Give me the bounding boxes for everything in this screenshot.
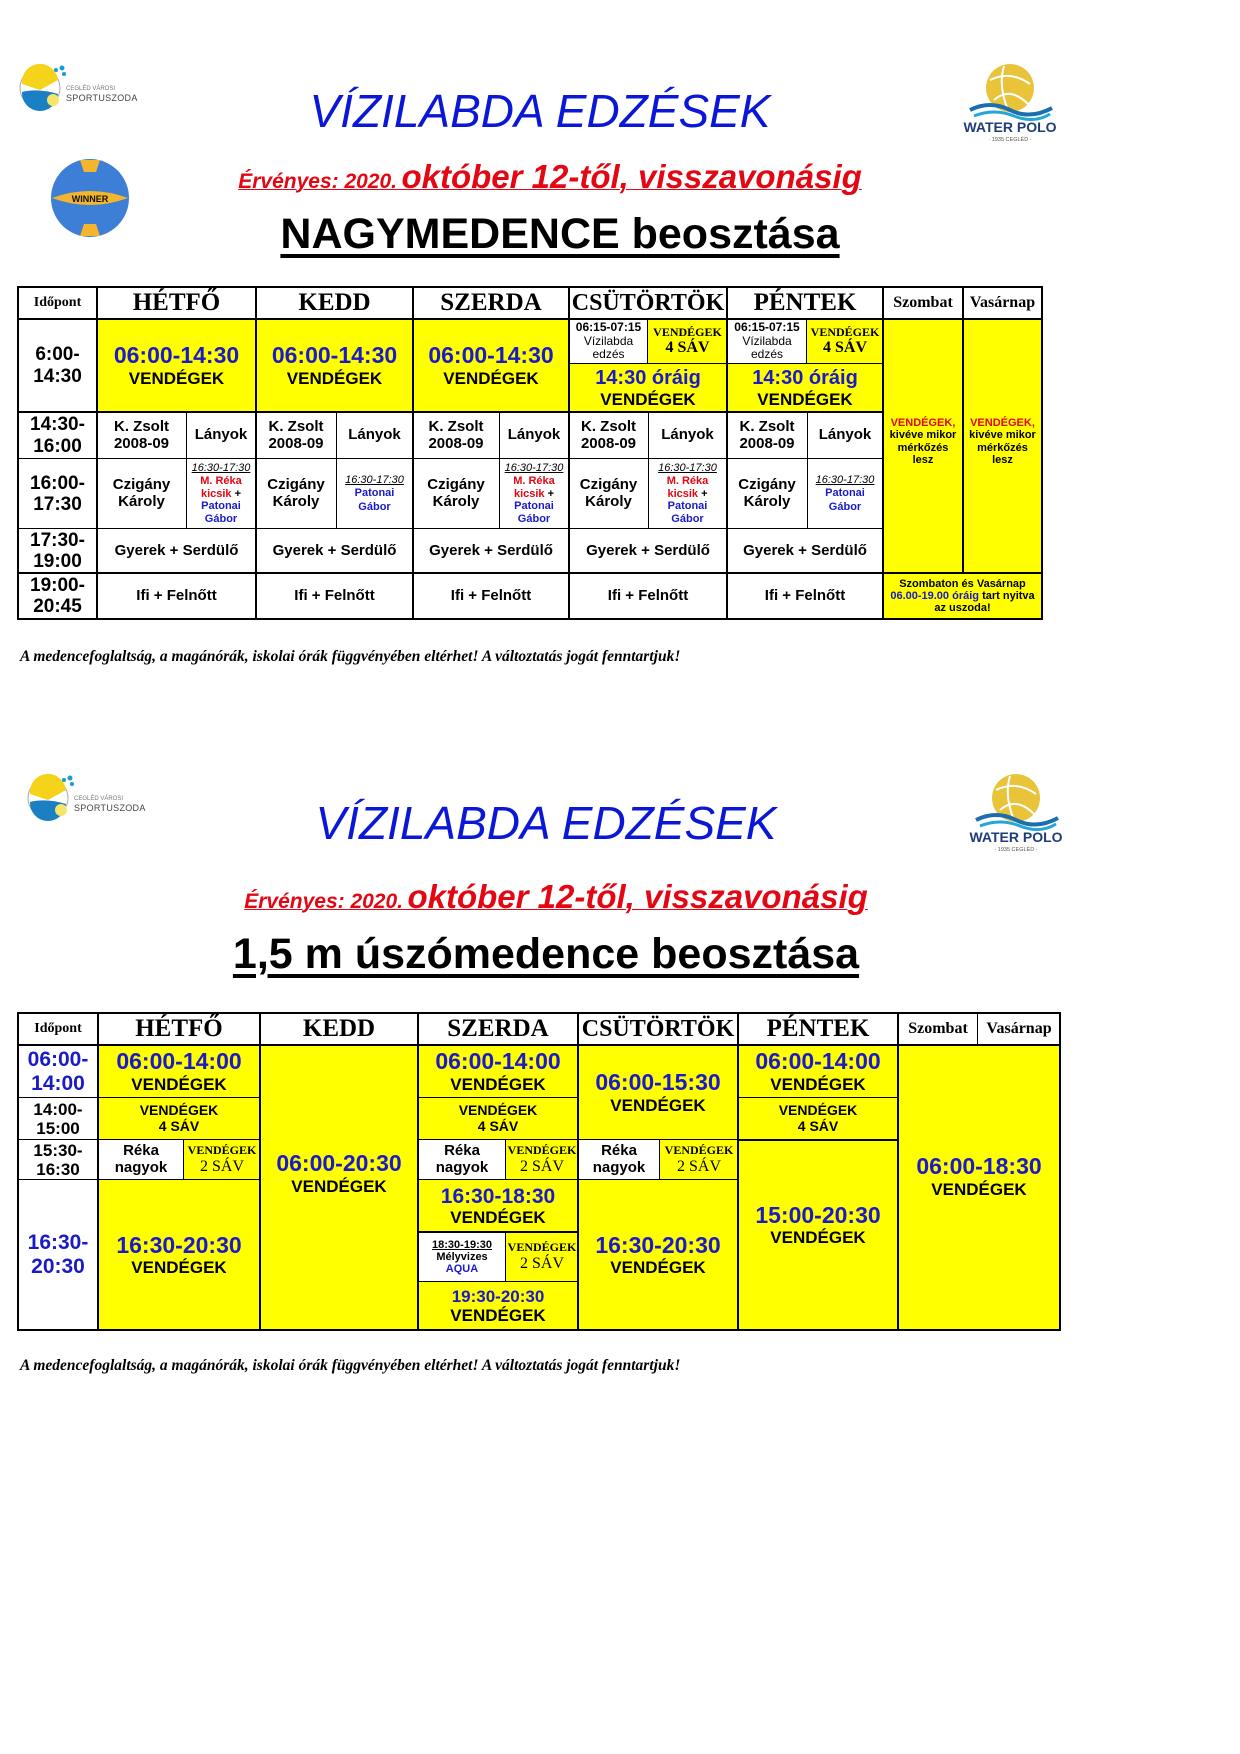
wednesday-k-zsolt: K. Zsolt 2008-09 [413, 412, 499, 459]
section2-title: VÍZILABDA EDZÉSEK [315, 797, 777, 849]
time-slot-3: 15:30- 16:30 [18, 1140, 98, 1180]
time-slot-1: 6:00- 14:30 [18, 319, 97, 412]
grid-line [648, 412, 649, 529]
friday-evening-block: 15:00-20:30 VENDÉGEK [738, 1140, 898, 1330]
grid-line [1059, 1012, 1061, 1331]
monday-4-lanes: VENDÉGEK 4 SÁV [98, 1098, 260, 1140]
friday-k-zsolt: K. Zsolt 2008-09 [727, 412, 807, 459]
header-wednesday: SZERDA [413, 287, 569, 319]
svg-text:· 1935 CEGLÉD ·: · 1935 CEGLÉD · [994, 847, 1038, 853]
header-sunday: Vasárnap [978, 1013, 1060, 1045]
grid-line [499, 412, 500, 529]
friday-czigany-karoly: Czigány Károly [727, 459, 807, 529]
grid-line [17, 1329, 1061, 1331]
time-slot-2: 14:00- 15:00 [18, 1098, 98, 1140]
grid-line [186, 412, 187, 529]
grid-line [17, 286, 19, 620]
monday-evening-block: 16:30-20:30 VENDÉGEK [98, 1180, 260, 1330]
time-slot-5: 19:00- 20:45 [18, 573, 97, 619]
wednesday-late-block: 19:30-20:30 VENDÉGEK [418, 1282, 578, 1330]
section2-footnote: A medencefoglaltság, a magánórák, iskolai órák függvényében eltérhet! A változtatás jogát fenntartjuk! [20, 1357, 681, 1374]
header-idopont: Időpont [18, 287, 97, 319]
thursday-2-lanes: VENDÉGEK 2 SÁV [660, 1140, 738, 1180]
header-wednesday: SZERDA [418, 1013, 578, 1045]
monday-lanyok: Lányok [186, 412, 256, 459]
header-saturday: Szombat [883, 287, 963, 319]
sunday-block: VENDÉGEK, kivéve mikor mérkőzés lesz [963, 319, 1042, 573]
wednesday-4-lanes: VENDÉGEK 4 SÁV [418, 1098, 578, 1140]
grid-line [17, 1012, 19, 1331]
friday-early-training: 06:15-07:15 Vízilabda edzés [727, 319, 807, 364]
grid-line [737, 1012, 739, 1331]
grid-line [807, 412, 808, 529]
grid-line [417, 1139, 739, 1140]
header-friday: PÉNTEK [738, 1013, 898, 1045]
section1-title: VÍZILABDA EDZÉSEK [309, 85, 771, 137]
wednesday-gyerek-serdulo: Gyerek + Serdülő [413, 529, 569, 573]
friday-gyerek-serdulo: Gyerek + Serdülő [727, 529, 883, 573]
tuesday-ifi-felnott: Ifi + Felnőtt [256, 573, 413, 619]
tuesday-k-zsolt: K. Zsolt 2008-09 [256, 412, 336, 459]
wednesday-mid-block: 16:30-18:30 VENDÉGEK [418, 1180, 578, 1232]
grid-line [577, 1012, 579, 1331]
wednesday-aqua-block: 18:30-19:30 Mélyvizes AQUA [418, 1232, 506, 1282]
grid-line [17, 1097, 259, 1098]
svg-text:· 1935 CEGLÉD ·: · 1935 CEGLÉD · [988, 137, 1032, 143]
grid-line [412, 286, 414, 620]
time-slot-2: 14:30- 16:00 [18, 412, 97, 459]
grid-line [417, 1179, 739, 1180]
wednesday-aqua-2-lanes: VENDÉGEK 2 SÁV [506, 1232, 578, 1282]
section2-validity [176, 878, 936, 916]
thursday-morning-block: 06:00-15:30 VENDÉGEK [578, 1045, 738, 1140]
grid-line [726, 286, 728, 620]
wednesday-lanyok: Lányok [499, 412, 569, 459]
friday-patonai: 16:30-17:30 Patonai Gábor [807, 459, 883, 529]
grid-line [737, 1139, 899, 1141]
time-slot-4: 17:30- 19:00 [18, 529, 97, 573]
grid-line [17, 1044, 1061, 1046]
section2-subtitle: 1,5 m úszómedence beosztása [232, 930, 860, 978]
grid-line [17, 1179, 259, 1180]
grid-line [96, 286, 98, 620]
wednesday-reka-nagyok: Réka nagyok [418, 1140, 506, 1180]
thursday-evening-block: 16:30-20:30 VENDÉGEK [578, 1180, 738, 1330]
grid-line [417, 1281, 579, 1282]
grid-line [1041, 286, 1043, 620]
wednesday-reka-patonai: 16:30-17:30 M. Réka kicsik + Patonai Gábor [499, 459, 569, 529]
grid-line [255, 286, 257, 620]
grid-line [806, 319, 807, 364]
grid-line [962, 286, 964, 574]
svg-text:WATER POLO: WATER POLO [969, 829, 1063, 845]
svg-text:WATER POLO: WATER POLO [963, 119, 1057, 135]
monday-ifi-felnott: Ifi + Felnőtt [97, 573, 256, 619]
thursday-czigany-karoly: Czigány Károly [569, 459, 648, 529]
grid-line [17, 286, 1043, 288]
waterpolo-club-logo-2 [966, 770, 1066, 855]
friday-early-guests: VENDÉGEK 4 SÁV [807, 319, 883, 364]
header-sunday: Vasárnap [963, 287, 1042, 319]
thursday-reka-patonai: 16:30-17:30 M. Réka kicsik + Patonai Gábor [648, 459, 727, 529]
grid-line [505, 1232, 506, 1282]
wednesday-czigany-karoly: Czigány Károly [413, 459, 499, 529]
grid-line [17, 411, 883, 413]
monday-k-zsolt: K. Zsolt 2008-09 [97, 412, 186, 459]
validity-prefix: Érvényes: 2020. [244, 890, 404, 913]
grid-line [417, 1012, 419, 1331]
validity-prefix: Érvényes: 2020. [238, 170, 398, 193]
grid-line [737, 1097, 899, 1098]
grid-line [183, 1140, 184, 1180]
thursday-early-training: 06:15-07:15 Vízilabda edzés [569, 319, 648, 364]
grid-line [17, 458, 883, 459]
grid-line [568, 286, 570, 620]
grid-line [659, 1140, 660, 1180]
friday-until-1430: 14:30 óráig VENDÉGEK [727, 364, 883, 412]
validity-main: október 12-től, visszavonásig [407, 878, 868, 915]
grid-line [977, 1012, 978, 1045]
friday-morning-block: 06:00-14:00 VENDÉGEK [738, 1045, 898, 1098]
friday-ifi-felnott: Ifi + Felnőtt [727, 573, 883, 619]
grid-line [882, 286, 884, 620]
grid-line [17, 1139, 259, 1140]
section1-footnote: A medencefoglaltság, a magánórák, iskolai órák függvényében eltérhet! A változtatás jogát fenntartjuk! [20, 648, 681, 665]
grid-line [17, 572, 1043, 574]
grid-line [17, 528, 883, 529]
validity-main: október 12-től, visszavonásig [401, 158, 862, 195]
weekend-opening-note: Szombaton és Vasárnap 06.00-19.00 óráig tart nyitva az uszoda! [883, 573, 1042, 619]
header-thursday: CSÜTÖRTÖK [578, 1013, 738, 1045]
svg-text:WINNER: WINNER [71, 194, 109, 204]
wednesday-ifi-felnott: Ifi + Felnőtt [413, 573, 569, 619]
tuesday-lanyok: Lányok [336, 412, 413, 459]
header-tuesday: KEDD [256, 287, 413, 319]
tuesday-czigany-karoly: Czigány Károly [256, 459, 336, 529]
tuesday-gyerek-serdulo: Gyerek + Serdülő [256, 529, 413, 573]
grid-line [417, 1097, 579, 1098]
grid-line [897, 1012, 899, 1331]
header-thursday: CSÜTÖRTÖK [569, 287, 727, 319]
thursday-k-zsolt: K. Zsolt 2008-09 [569, 412, 648, 459]
monday-reka-nagyok: Réka nagyok [98, 1140, 184, 1180]
header-saturday: Szombat [898, 1013, 978, 1045]
friday-4-lanes: VENDÉGEK 4 SÁV [738, 1098, 898, 1140]
thursday-ifi-felnott: Ifi + Felnőtt [569, 573, 727, 619]
header-friday: PÉNTEK [727, 287, 883, 319]
grid-line [336, 412, 337, 529]
thursday-lanyok: Lányok [648, 412, 727, 459]
thursday-early-guests: VENDÉGEK 4 SÁV [648, 319, 727, 364]
thursday-gyerek-serdulo: Gyerek + Serdülő [569, 529, 727, 573]
header-tuesday: KEDD [260, 1013, 418, 1045]
time-slot-3: 16:00- 17:30 [18, 459, 97, 529]
monday-2-lanes: VENDÉGEK 2 SÁV [184, 1140, 260, 1180]
grid-line [17, 318, 1043, 320]
grid-line [259, 1012, 261, 1331]
pool-logo-2-line2: SPORTUSZODA [74, 803, 146, 813]
wednesday-morning-block: 06:00-14:30 VENDÉGEK [413, 319, 569, 412]
grid-line [417, 1231, 579, 1233]
wednesday-morning-block: 06:00-14:00 VENDÉGEK [418, 1045, 578, 1098]
wednesday-2-lanes: VENDÉGEK 2 SÁV [506, 1140, 578, 1180]
weekend-block: 06:00-18:30 VENDÉGEK [898, 1045, 1060, 1330]
time-slot-4: 16:30- 20:30 [18, 1180, 98, 1330]
header-monday: HÉTFŐ [97, 287, 256, 319]
section1-subtitle: NAGYMEDENCE beosztása [280, 210, 840, 258]
monday-morning-block: 06:00-14:00 VENDÉGEK [98, 1045, 260, 1098]
header-monday: HÉTFŐ [98, 1013, 260, 1045]
tuesday-morning-block: 06:00-14:30 VENDÉGEK [256, 319, 413, 412]
grid-line [17, 618, 1043, 620]
monday-reka-patonai: 16:30-17:30 M. Réka kicsik + Patonai Gábor [186, 459, 256, 529]
pool-logo-2-line1: CEGLÉD VÁROSI [74, 796, 124, 802]
header-idopont: Időpont [18, 1013, 98, 1045]
pool-logo-line1: CEGLÉD VÁROSI [66, 86, 116, 92]
saturday-block: VENDÉGEK, kivéve mikor mérkőzés lesz [883, 319, 963, 573]
grid-line [647, 319, 648, 364]
grid-line [97, 1012, 99, 1331]
tuesday-patonai: 16:30-17:30 Patonai Gábor [336, 459, 413, 529]
pool-logo-line2: SPORTUSZODA [66, 93, 138, 103]
monday-morning-block: 06:00-14:30 VENDÉGEK [97, 319, 256, 412]
monday-czigany-karoly: Czigány Károly [97, 459, 186, 529]
thursday-until-1430: 14:30 óráig VENDÉGEK [569, 364, 727, 412]
waterpolo-club-logo-icon [966, 770, 1066, 855]
grid-line [17, 1012, 1061, 1014]
tuesday-all-day-block: 06:00-20:30 VENDÉGEK [260, 1045, 418, 1330]
thursday-reka-nagyok: Réka nagyok [578, 1140, 660, 1180]
friday-lanyok: Lányok [807, 412, 883, 459]
monday-gyerek-serdulo: Gyerek + Serdülő [97, 529, 256, 573]
grid-line [505, 1140, 506, 1180]
grid-line [569, 363, 883, 364]
time-slot-1: 06:00- 14:00 [18, 1045, 98, 1098]
